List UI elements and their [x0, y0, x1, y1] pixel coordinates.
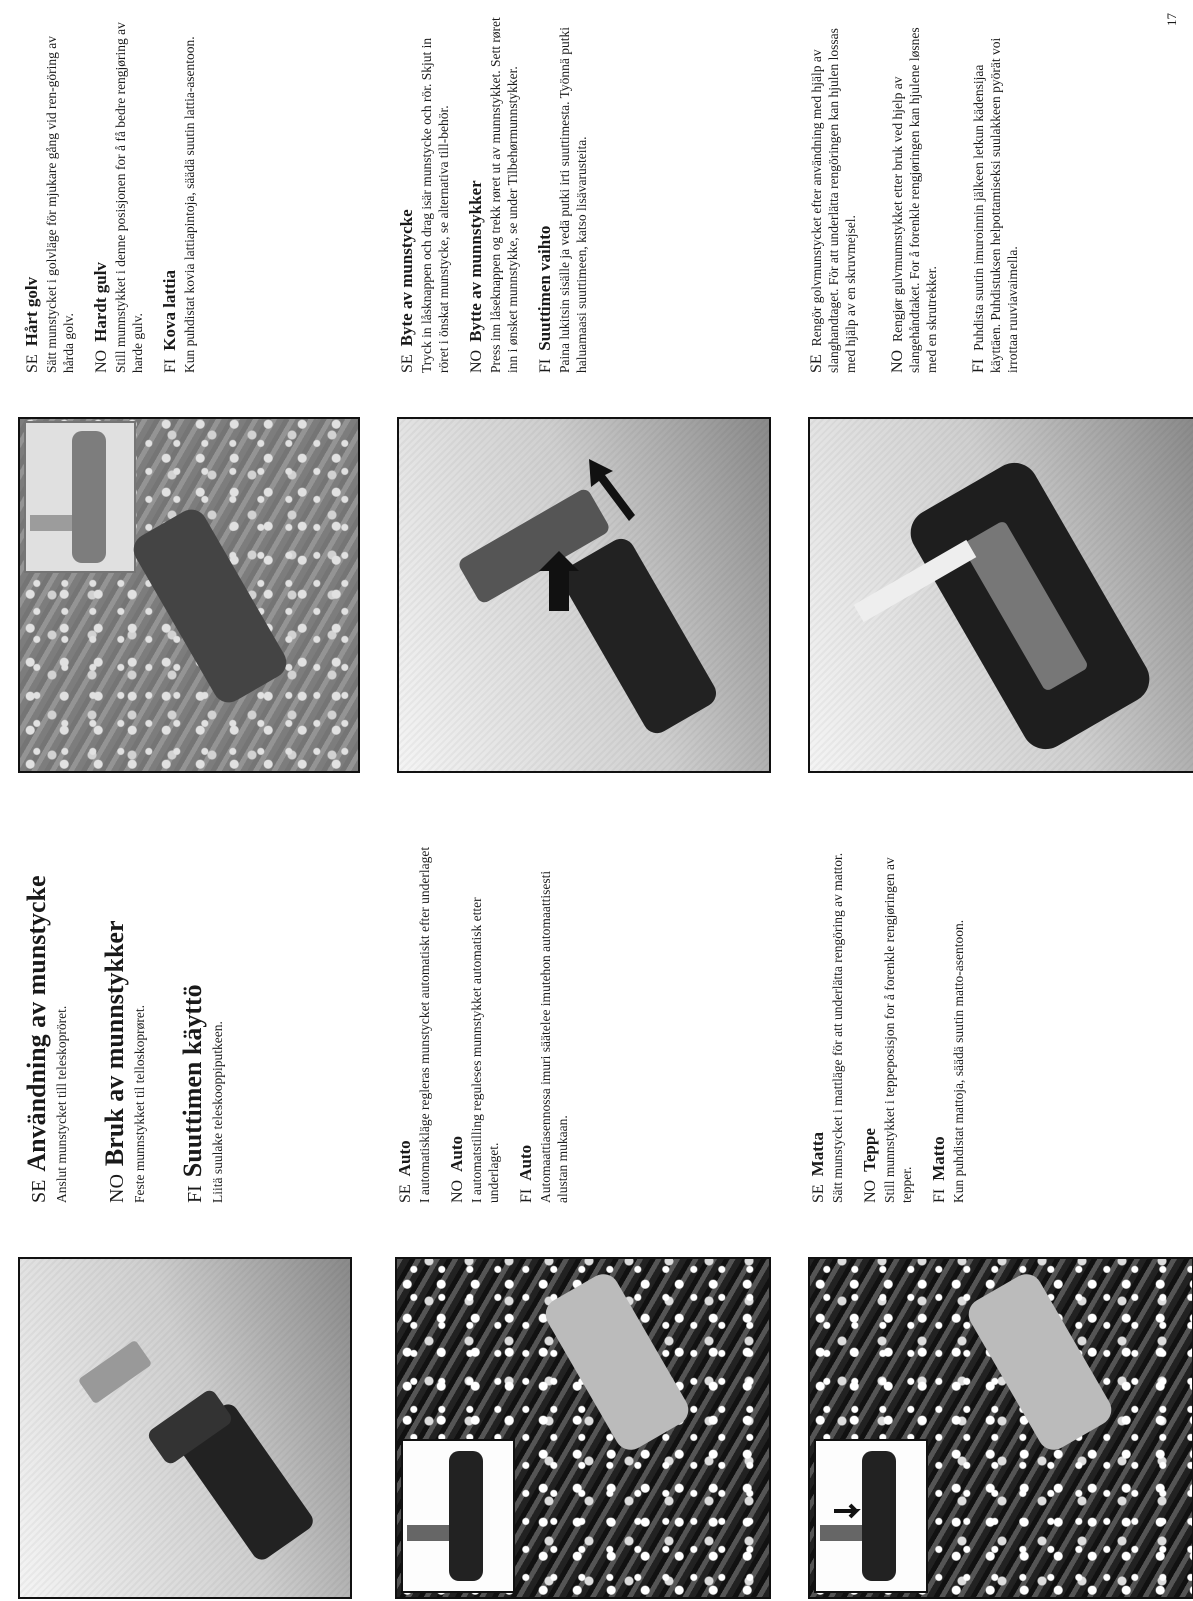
photo-change-nozzle: [397, 417, 771, 773]
section-hardfloor: [22, 13, 198, 373]
entry-carpet-no: [860, 843, 915, 1203]
entry-auto-se: [395, 843, 433, 1203]
photo-carpet-mode: [808, 1257, 1193, 1599]
section-change: [397, 13, 590, 373]
entry-usage-fi: [178, 843, 226, 1203]
lang-code: NO: [468, 349, 485, 373]
lang-code: SE: [399, 354, 416, 373]
nozzle-on-hardfloor: [20, 419, 358, 771]
lang-code: SE: [24, 354, 41, 373]
lang-code: SE: [808, 354, 825, 373]
nozzle-attach-illustration: [20, 1259, 350, 1597]
heading: Auto: [447, 1135, 466, 1172]
body-text: Sätt munstycket i golvläge för mjukare gång vid ren-göring av hårda golv.: [44, 35, 76, 373]
lang-code: FI: [970, 358, 987, 373]
body-text: Liitä suulake teleskooppiputkeen.: [210, 1021, 225, 1203]
photo-hard-floor: [18, 417, 360, 773]
lang-code: NO: [93, 349, 110, 373]
lang-code: FI: [162, 358, 179, 373]
lang-code: NO: [106, 1174, 128, 1203]
body-text: I automatiskläge regleras munstycket automatiskt efter underlaget: [417, 846, 432, 1203]
body-text: Sätt munstycket i mattläge för att underlätta rengöring av mattor.: [830, 852, 845, 1203]
nozzle-on-carpet: [397, 1259, 769, 1597]
section-carpet: [808, 843, 967, 1203]
heading: Hårt golv: [22, 276, 41, 347]
entry-hardfloor-no: [91, 13, 146, 373]
heading: Användning av munstycke: [22, 875, 51, 1172]
body-text: Tryck in låsknappen och drag isär munstycke och rör. Skjut in röret i önskat munstycke, se alternativa till-behör.: [419, 37, 451, 373]
entry-cleaning-no: [889, 13, 940, 373]
lang-code: SE: [28, 1179, 50, 1203]
entry-usage-no: [100, 843, 148, 1203]
heading: Suuttimen vaihto: [535, 225, 554, 351]
body-text: Still munnstykket i teppeposisjon for å forenkle rengjøringen av tepper.: [882, 857, 914, 1203]
section-usage: [22, 843, 226, 1203]
lang-code: FI: [518, 1188, 535, 1203]
body-text: Feste munnstykket til telloskoprøret.: [132, 1005, 147, 1203]
heading: Teppe: [860, 1128, 879, 1172]
body-text: Paina lukitsin sisälle ja vedä putki irti suuttimesta. Työnnä putki haluamaasi suuttimeen, katso lisävarusteita.: [557, 26, 589, 373]
body-text: Press inn låseknappen og trekk røret ut av munnstykket. Sett røret inn i ønsket munnstykke, se under Tilbehørmunnstykker.: [488, 17, 520, 373]
body-text: Kun puhdistat kovia lattiapintoja, säädä suutin lattia-asentoon.: [182, 36, 197, 373]
lang-code: NO: [862, 1179, 879, 1203]
body-text: Kun puhdistat mattoja, säädä suutin matto-asentoon.: [951, 919, 966, 1203]
lang-code: FI: [184, 1185, 206, 1203]
heading: Matta: [808, 1131, 827, 1177]
photo-cleaning-nozzle: [808, 417, 1193, 773]
entry-change-se: [397, 13, 452, 373]
heading: Kova lattia: [160, 270, 179, 351]
body-text: I automatstilling reguleses munnstykket automatisk etter underlaget.: [469, 897, 501, 1203]
entry-hardfloor-se: [22, 13, 77, 373]
entry-usage-se: [22, 843, 70, 1203]
body-text: Anslut munstycket till teleskopröret.: [54, 1005, 69, 1203]
lang-code: SE: [397, 1184, 414, 1203]
entry-change-no: [466, 13, 521, 373]
lang-code: NO: [449, 1179, 466, 1203]
entry-auto-fi: [516, 843, 571, 1203]
cleaning-nozzle-illustration: [810, 419, 1193, 771]
section-auto: [395, 843, 571, 1203]
nozzle-on-rug: [810, 1259, 1192, 1597]
heading: Suuttimen käyttö: [178, 984, 207, 1178]
entry-cleaning-fi: [970, 13, 1021, 373]
entry-carpet-fi: [929, 843, 967, 1203]
entry-hardfloor-fi: [160, 13, 198, 373]
heading: Auto: [516, 1144, 535, 1181]
body-text: Automaattiasennossa imuri säätelee imutehon automaattisesti alustan mukaan.: [538, 870, 570, 1203]
body-text: Still munnstykket i denne posisjonen for å få bedre rengjøring av harde gulv.: [113, 22, 145, 373]
lang-code: NO: [889, 349, 906, 373]
heading: Matto: [929, 1136, 948, 1181]
lang-code: FI: [537, 358, 554, 373]
body-text: Puhdista suutin imuroinnin jälkeen letkun kädensijaa käyttäen. Puhdistuksen helpottamiseksi suulakkeen pyörät voi irrottaa ruuviavaimella.: [971, 37, 1020, 373]
heading: Auto: [395, 1140, 414, 1177]
heading: Byte av munstycke: [397, 209, 416, 347]
heading: Bytte av munnstykker: [466, 180, 485, 342]
entry-change-fi: [535, 13, 590, 373]
page-number-right: 17: [1164, 13, 1179, 26]
body-text: Rengjør gulvmunnstykket etter bruk ved hjelp av slangehåndtaket. For å forenkle rengjøringen kan hjulene løsnes med en skrutrekker.: [890, 27, 939, 373]
change-nozzle-illustration: [399, 419, 769, 771]
body-text: Rengör golvmunstycket efter användning med hjälp av slanghandtaget. För att underlätta rengöringen kan hjulen lossas med hjälp av en skruvmejsel.: [809, 28, 858, 373]
heading: Bruk av munnstykker: [100, 920, 129, 1167]
heading: Hardt gulv: [91, 262, 110, 342]
photo-nozzle-attach: [18, 1257, 352, 1599]
photo-auto-mode: [395, 1257, 771, 1599]
entry-carpet-se: [808, 843, 846, 1203]
lang-code: SE: [810, 1184, 827, 1203]
lang-code: FI: [931, 1188, 948, 1203]
section-cleaning: [808, 13, 1021, 373]
entry-auto-no: [447, 843, 502, 1203]
entry-cleaning-se: [808, 13, 859, 373]
